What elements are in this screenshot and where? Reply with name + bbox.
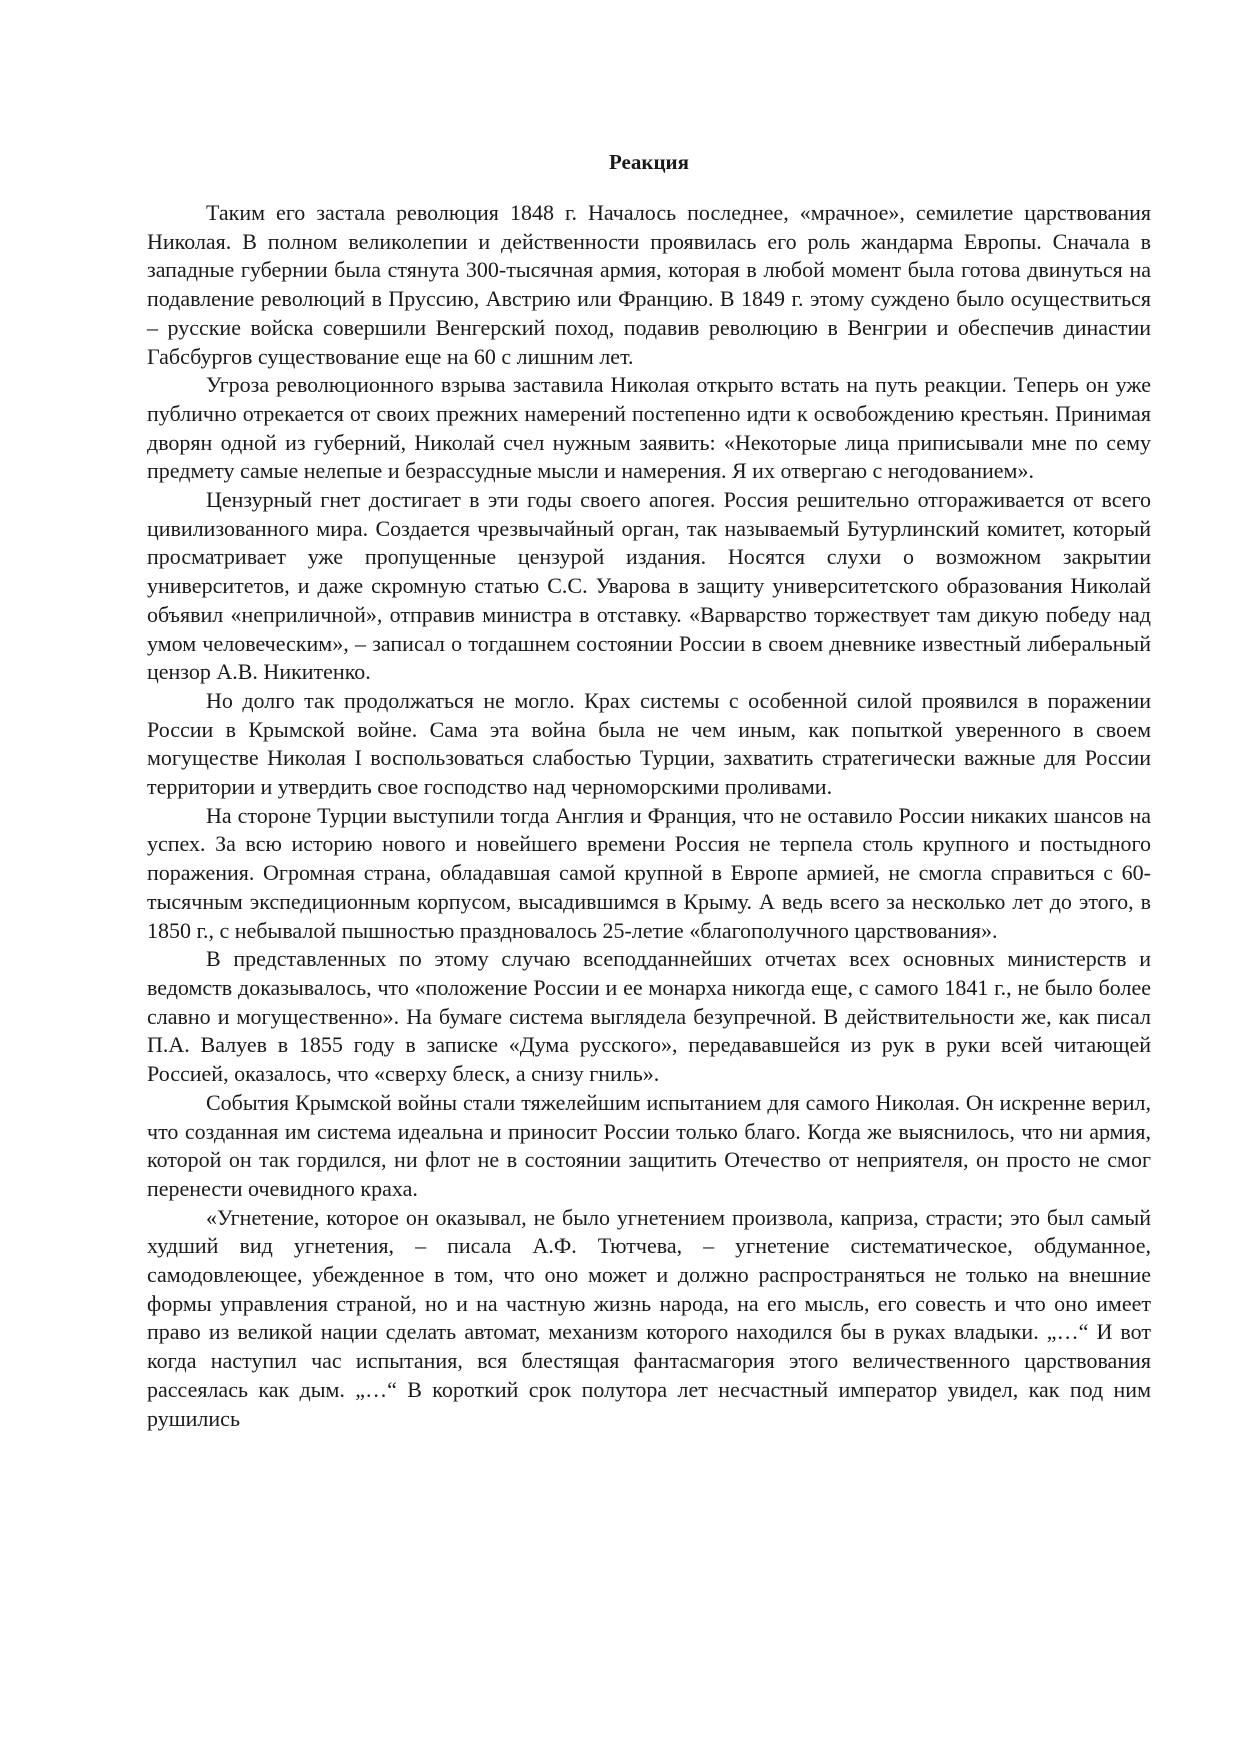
paragraph-6: В представленных по этому случаю всеподданнейших отчетах всех основных министерств и ведомств доказывалось, что «положение России и ее монарха никогда еще, с самого 1841 г., не было более славно и могущественно». На бумаге система выглядела безупречной. В действительности же, как писал П.А. Валуев в 1855 году в записке «Дума русского», передававшейся из рук в руки всей читающей Россией, оказалось, что «сверху блеск, а снизу гниль». bbox=[147, 946, 1151, 1087]
document-page bbox=[147, 148, 1151, 1433]
document-title: Реакция bbox=[608, 150, 690, 174]
paragraph-3: Цензурный гнет достигает в эти годы своего апогея. Россия решительно отгораживается от всего цивилизованного мира. Создается чрезвычайный орган, так называемый Бутурлинский комитет, который просматривает уже пропущенные цензурой издания. Носятся слухи о возможном закрытии университетов, и даже скромную статью С.С. Уварова в защиту университетского образования Николай объявил «неприличной», отправив министра в отставку. «Варварство торжествует там дикую победу над умом человеческим», – записал о тогдашнем состоянии России в своем дневнике известный либеральный цензор А.В. Никитенко. bbox=[147, 487, 1151, 685]
paragraph-4: Но долго так продолжаться не могло. Крах системы с особенной силой проявился в поражении России в Крымской войне. Сама эта война была не чем иным, как попыткой уверенного в своем могуществе Николая I воспользоваться слабостью Турции, захватить стратегически важные для России территории и утвердить свое господство над черноморскими проливами. bbox=[147, 687, 1151, 800]
paragraph-5: На стороне Турции выступили тогда Англия и Франция, что не оставило России никаких шансов на успех. За всю историю нового и новейшего времени Россия не терпела столь крупного и постыдного поражения. Огромная страна, обладавшая самой крупной в Европе армией, не смогла справиться с 60-тысячным экспедиционным корпусом, высадившимся в Крыму. А ведь всего за несколько лет до этого, в 1850 г., с небывалой пышностью праздновалось 25-летие «благополучного царствования». bbox=[147, 802, 1151, 943]
paragraph-7: События Крымской войны стали тяжелейшим испытанием для самого Николая. Он искренне верил, что созданная им система идеальна и приносит России только благо. Когда же выяснилось, что ни армия, которой он так гордился, ни флот не в состоянии защитить Отечество от неприятеля, он просто не смог перенести очевидного краха. bbox=[147, 1089, 1151, 1201]
paragraph-1: Таким его застала революция 1848 г. Началось последнее, «мрачное», семилетие царствования Николая. В полном великолепии и действенности проявилась его роль жандарма Европы. Сначала в западные губернии была стянута 300-тысячная армия, которая в любой момент была готова двинуться на подавление революций в Пруссию, Австрию или Францию. В 1849 г. этому суждено было осуществиться – русские войска совершили Венгерский поход, подавив революцию в Венгрии и обеспечив династии Габсбургов существование еще на 60 с лишним лет. bbox=[147, 200, 1151, 369]
paragraph-2: Угроза революционного взрыва заставила Николая открыто встать на путь реакции. Теперь он уже публично отрекается от своих прежних намерений постепенно идти к освобождению крестьян. Принимая дворян одной из губерний, Николай счел нужным заявить: «Некоторые лица приписывали мне по сему предмету самые нелепые и безрассудные мысли и намерения. Я их отвергаю с негодованием». bbox=[147, 372, 1151, 484]
paragraph-8: «Угнетение, которое он оказывал, не было угнетением произвола, каприза, страсти; это был самый худший вид угнетения, – писала А.Ф. Тютчева, – угнетение систематическое, обдуманное, самодовлеющее, убежденное в том, что оно может и должно распространяться не только на внешние формы управления страной, но и на частную жизнь народа, на его мысль, его совесть и что оно имеет право из великой нации сделать автомат, механизм которого находился бы в руках владыки. „…“ И вот когда наступил час испытания, вся блестящая фантасмагория этого величественного царствования рассеялась как дым. „…“ В короткий срок полутора лет несчастный император увидел, как под ним рушились bbox=[147, 1204, 1151, 1431]
